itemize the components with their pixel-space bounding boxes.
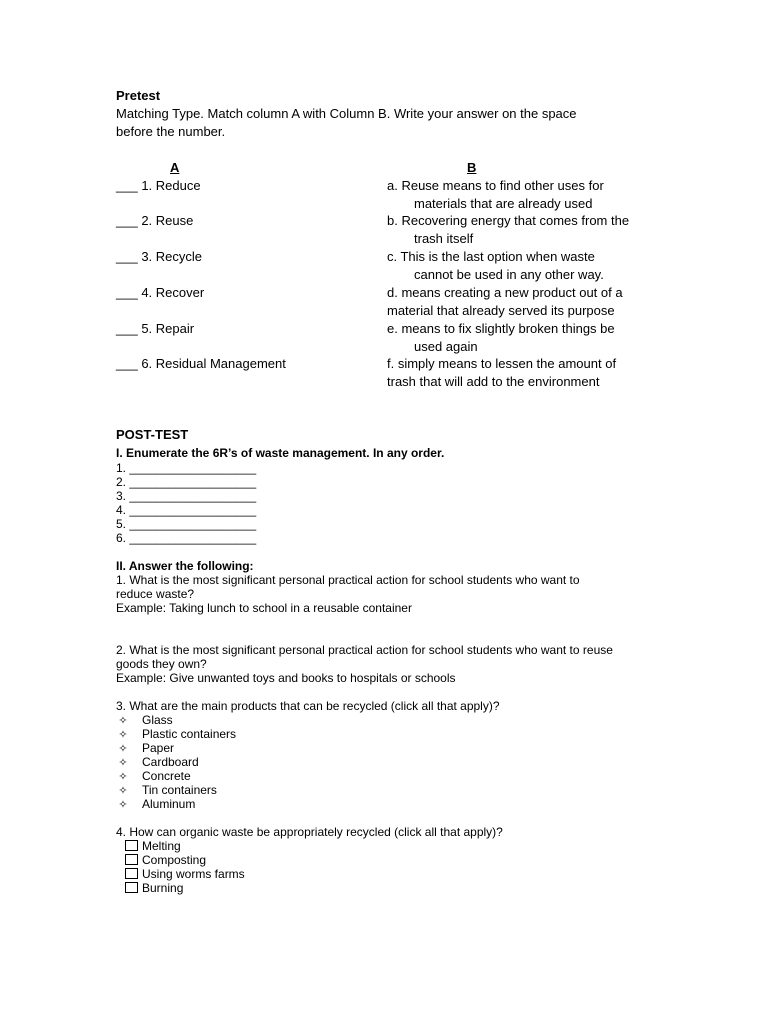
checklist-option[interactable] <box>116 727 236 741</box>
checklist-option[interactable] <box>116 783 217 797</box>
matching-item-a-label: 3. Recycle <box>141 249 203 264</box>
enumeration-line[interactable]: 2. ___________________ <box>116 475 257 489</box>
diamond-bullet-icon: ✧ <box>118 757 128 769</box>
matching-item-b-line2: cannot be used in any other way. <box>414 267 604 282</box>
pretest-title: Pretest <box>116 88 161 103</box>
matching-item-b-line1: f. simply means to lessen the amount of <box>387 356 617 371</box>
pretest-instructions-line2: before the number. <box>116 124 226 139</box>
matching-item-b-line1: a. Reuse means to find other uses for <box>387 178 604 193</box>
matching-item-a-label: 6. Residual Management <box>141 356 286 371</box>
question-3: 3. What are the main products that can be recycled (click all that apply)? <box>116 699 500 713</box>
matching-item-a <box>116 321 194 336</box>
option-label: Glass <box>142 713 173 727</box>
diamond-bullet-icon: ✧ <box>118 799 128 811</box>
option-label: Paper <box>142 741 175 755</box>
checkbox-icon[interactable] <box>125 854 138 865</box>
enumeration-line[interactable]: 6. ___________________ <box>116 531 257 545</box>
diamond-bullet-icon: ✧ <box>118 729 128 741</box>
option-label: Composting <box>142 853 207 867</box>
enumeration-line[interactable]: 5. ___________________ <box>116 517 257 531</box>
matching-item-b-line1: d. means creating a new product out of a <box>387 285 623 300</box>
matching-item-a-label: 1. Reduce <box>141 178 201 193</box>
matching-item-a <box>116 213 193 228</box>
column-a-header: A <box>170 160 180 175</box>
option-label: Aluminum <box>142 797 196 811</box>
enumeration-line[interactable]: 4. ___________________ <box>116 503 257 517</box>
checklist-option[interactable] <box>116 769 191 783</box>
posttest-title: POST-TEST <box>116 427 189 442</box>
answer-blank[interactable]: ___ <box>116 285 138 300</box>
enumeration-line[interactable]: 1. ___________________ <box>116 461 257 475</box>
checkbox-icon[interactable] <box>125 882 138 893</box>
diamond-bullet-icon: ✧ <box>118 771 128 783</box>
answer-blank[interactable]: ___ <box>116 213 138 228</box>
diamond-bullet-icon: ✧ <box>118 743 128 755</box>
matching-item-b-line1: c. This is the last option when waste <box>387 249 595 264</box>
matching-item-b-line2: materials that are already used <box>414 196 593 211</box>
checkbox-option[interactable] <box>125 867 245 881</box>
question-1-line1: 1. What is the most significant personal practical action for school students who want to <box>116 573 580 587</box>
question-2-line1: 2. What is the most significant personal practical action for school students who want to reuse <box>116 643 613 657</box>
question-2-line2: goods they own? <box>116 657 207 671</box>
checkbox-option[interactable] <box>125 839 181 853</box>
answer-blank[interactable]: ___ <box>116 178 138 193</box>
question-2-example: Example: Give unwanted toys and books to hospitals or schools <box>116 671 456 685</box>
part1-heading: I. Enumerate the 6R’s of waste management. In any order. <box>116 446 445 460</box>
matching-item-a-label: 4. Recover <box>141 285 205 300</box>
checkbox-icon[interactable] <box>125 840 138 851</box>
checklist-option[interactable] <box>116 797 195 811</box>
option-label: Using worms farms <box>142 867 245 881</box>
answer-blank[interactable]: ___ <box>116 356 138 371</box>
matching-item-b-line1: b. Recovering energy that comes from the <box>387 213 630 228</box>
checkbox-icon[interactable] <box>125 868 138 879</box>
matching-item-a <box>116 249 202 264</box>
matching-item-a <box>116 356 286 371</box>
pretest-instructions-line1: Matching Type. Match column A with Column B. Write your answer on the space <box>116 106 577 121</box>
option-label: Plastic containers <box>142 727 237 741</box>
column-b-header: B <box>467 160 477 175</box>
checklist-option[interactable] <box>116 713 173 727</box>
part2-heading: II. Answer the following: <box>116 559 254 573</box>
option-label: Concrete <box>142 769 191 783</box>
matching-item-b-line2: used again <box>414 339 478 354</box>
question-1-example: Example: Taking lunch to school in a reusable container <box>116 601 412 615</box>
answer-blank[interactable]: ___ <box>116 249 138 264</box>
checklist-option[interactable] <box>116 755 199 769</box>
matching-item-a <box>116 178 201 193</box>
option-label: Melting <box>142 839 181 853</box>
matching-item-b-line2: material that already served its purpose <box>387 303 615 318</box>
option-label: Tin containers <box>142 783 217 797</box>
matching-item-b-line1: e. means to fix slightly broken things be <box>387 321 615 336</box>
enumeration-line[interactable]: 3. ___________________ <box>116 489 257 503</box>
question-4: 4. How can organic waste be appropriately recycled (click all that apply)? <box>116 825 503 839</box>
matching-item-b-line2: trash itself <box>414 231 474 246</box>
option-label: Burning <box>142 881 184 895</box>
diamond-bullet-icon: ✧ <box>118 785 128 797</box>
checklist-option[interactable] <box>116 741 174 755</box>
question-1-line2: reduce waste? <box>116 587 195 601</box>
matching-item-b-line2: trash that will add to the environment <box>387 374 600 389</box>
option-label: Cardboard <box>142 755 199 769</box>
matching-item-a-label: 5. Repair <box>141 321 195 336</box>
checkbox-option[interactable] <box>125 881 183 895</box>
diamond-bullet-icon: ✧ <box>118 715 128 727</box>
matching-item-a-label: 2. Reuse <box>141 213 194 228</box>
matching-item-a <box>116 285 204 300</box>
checkbox-option[interactable] <box>125 853 206 867</box>
answer-blank[interactable]: ___ <box>116 321 138 336</box>
